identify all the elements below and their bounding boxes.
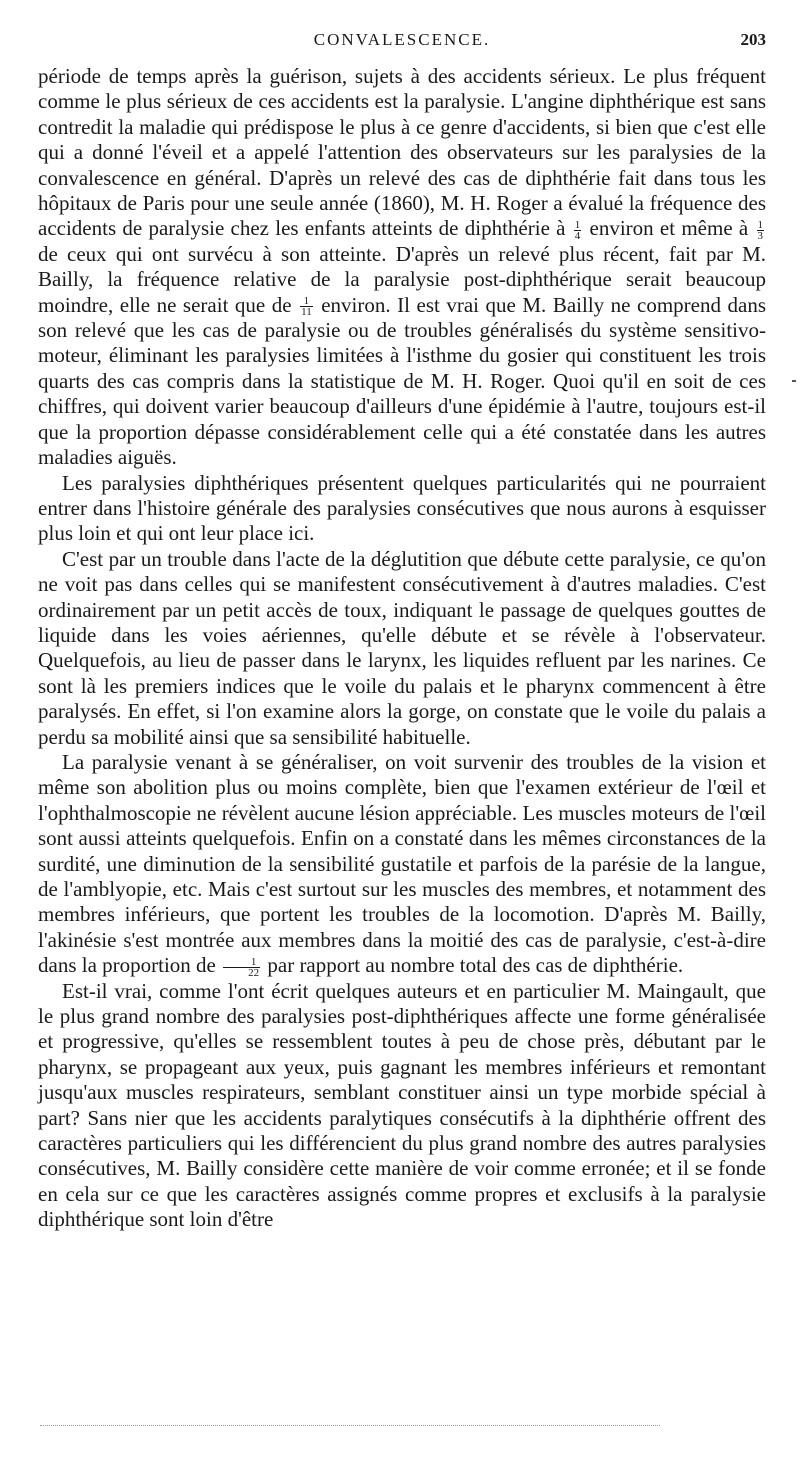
- paragraph: [38, 471, 766, 547]
- fraction-numerator: 1: [300, 296, 313, 307]
- paragraph: [38, 750, 766, 979]
- fraction-numerator: 1: [223, 957, 260, 968]
- text-run: C'est par un trouble dans l'acte de la déglutition que débute cette paralysie, ce qu'on ne voit pas dans celles qui se manifestent consécutivement à d'autres maladies. C'est ordinairement par un petit accès de toux, indiquant le passage de quelques gouttes de liquide dans les voies aériennes, qu'elle débute et se révèle à l'observateur. Quelquefois, au lieu de passer dans le larynx, les liquides refluent par les narines. Ce sont là les premiers indices que le voile du palais et le pharynx commencent à être paralysés. En effet, si l'on examine alors la gorge, on constate que le voile du palais a perdu sa mobilité ainsi que sa sensibilité habituelle.: [38, 546, 766, 749]
- fraction: [574, 220, 582, 241]
- text-run: Est-il vrai, comme l'ont écrit quelques auteurs et en particulier M. Maingault, que le plus grand nombre des paralysies post-diphthériques affecte une forme généralisée et progressive, qu'elles se ressemblent toutes à peu de chose près, débutant par le pharynx, se propageant aux yeux, puis gagnant les membres inférieurs et remontant jusqu'aux muscles respirateurs, semblant constituer ainsi un type morbide spécial à part? Sans nier que les accidents paralytiques consécutifs à la diphthérie offrent des caractères particuliers qui les différencient du plus grand nombre des autres paralysies consécutives, M. Bailly considère cette manière de voir comme erronée; et il se fonde en cela sur ce que les caractères assignés comme propres et exclusifs à la paralysie diphthérique sont loin d'être: [38, 978, 766, 1232]
- fraction-denominator: 4: [574, 230, 581, 243]
- paragraph: [38, 547, 766, 750]
- running-title: CONVALESCENCE.: [313, 30, 491, 49]
- margin-mark: [792, 380, 796, 382]
- text-run: Les paralysies diphthériques présentent quelques particularités qui ne pourraient entrer dans l'histoire générale des paralysies consécutives que nous aurons à esquisser plus loin et qui ont leur place ici.: [38, 470, 766, 546]
- fraction-denominator: 11: [301, 306, 312, 319]
- text-run: de ceux qui ont survécu à son atteinte. D'après un relevé plus récent, fait par M. Bailly, la fréquence relative de la paralysie post-diphthérique serait beaucoup moindre, elle ne serait que de: [38, 241, 766, 317]
- running-head: [38, 30, 766, 56]
- fraction: [757, 220, 765, 241]
- footer-rule: [40, 1425, 660, 1426]
- text-run: environ et même à: [583, 216, 755, 241]
- text-run: période de temps après la guérison, sujets à des accidents sérieux. Le plus fréquent comme le plus sérieux de ces accidents est la paralysie. L'angine diphthérique est sans contredit la maladie qui prédispose le plus à ce genre d'accidents, si bien que c'est elle qui a donné l'éveil et a appelé l'attention des observateurs sur les paralysies de la convalescence en général. D'après un relevé des cas de diphthérie fait dans tous les hôpitaux de Paris pour une seule année (1860), M. H. Roger a évalué la fréquence des accidents de paralysie chez les enfants atteints de diphthérie à: [38, 64, 766, 241]
- fraction-numerator: 1: [757, 219, 764, 232]
- body-text: [38, 64, 766, 1233]
- page-number: 203: [740, 30, 766, 49]
- paragraph: [38, 979, 766, 1233]
- fraction: [223, 957, 260, 978]
- text-run: par rapport au nombre total des cas de diphthérie.: [262, 953, 684, 978]
- fraction-denominator: 22: [248, 966, 260, 979]
- fraction-denominator: 3: [757, 230, 764, 243]
- paragraph: [38, 64, 766, 471]
- text-run: La paralysie venant à se généraliser, on voit survenir des troubles de la vision et même son abolition plus ou moins complète, bien que l'examen extérieur de l'œil et l'ophthalmoscopie ne révèlent aucune lésion appréciable. Les muscles moteurs de l'œil sont aussi atteints quelquefois. Enfin on a constaté dans les mêmes circonstances de la surdité, une diminution de la sensibilité gustatile et parfois de la parésie de la langue, de l'amblyopie, etc. Mais c'est surtout sur les muscles des membres, et notamment des membres inférieurs, que portent les troubles de la locomotion. D'après M. Bailly, l'akinésie s'est montrée aux membres dans la moitié des cas de paralysie, c'est-à-dire dans la proportion de: [38, 749, 766, 978]
- fraction-numerator: 1: [574, 219, 581, 232]
- fraction: [300, 296, 313, 317]
- text-run: environ. Il est vrai que M. Bailly ne comprend dans son relevé que les cas de paralysie ou de troubles généralisés du système sensitivo-moteur, éliminant les paralysies limitées à l'isthme du gosier qui constituent les trois quarts des cas compris dans la statistique de M. H. Roger. Quoi qu'il en soit de ces chiffres, qui doivent varier beaucoup d'ailleurs d'une épidémie à l'autre, toujours est-il que la proportion dépasse considérablement celle qui a été constatée dans les autres maladies aiguës.: [38, 292, 767, 470]
